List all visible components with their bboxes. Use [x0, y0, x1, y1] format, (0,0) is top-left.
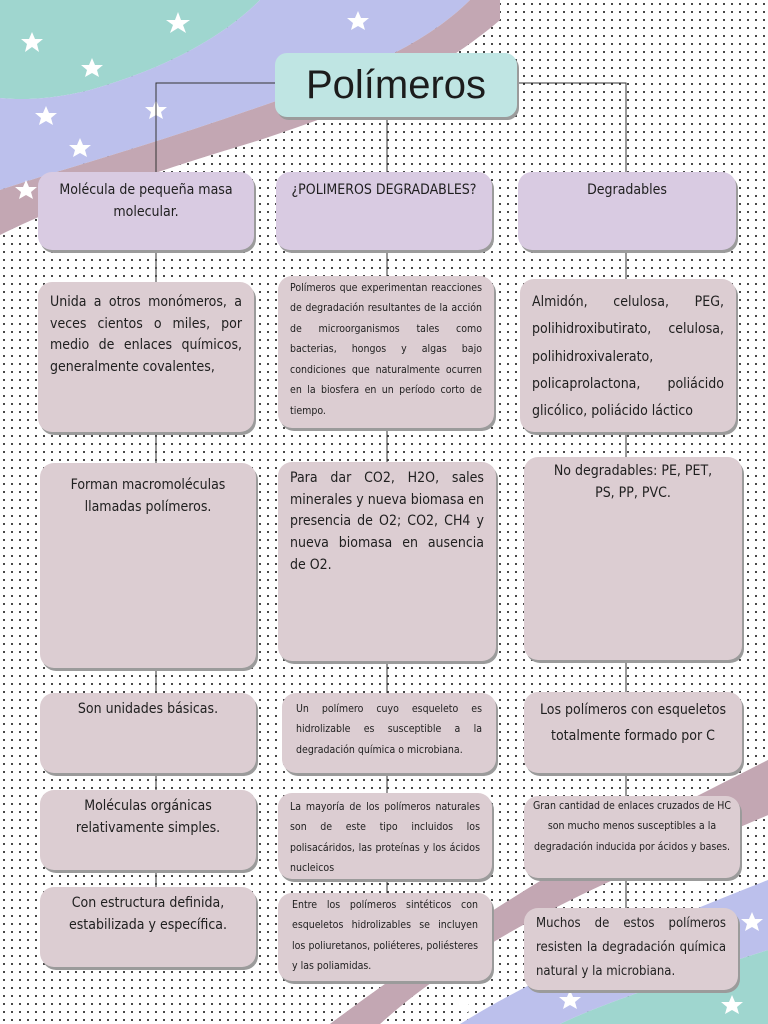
column-2-box-5: Entre los polímeros sintéticos con esqueletos hidrolizables se incluyen los poliuretanos, poliéteres, poliésteres y las poliamidas.: [278, 893, 492, 981]
column-3-box-1: Almidón, celulosa, PEG, polihidroxibutirato, celulosa, polihidroxivalerato, policaprolactona, poliácido glicólico, poliácido láctico: [520, 279, 736, 432]
column-2-box-2: Para dar CO2, H2O, sales minerales y nueva biomasa en presencia de O2; CO2, CH4 y nueva biomasa en ausencia de O2.: [278, 462, 496, 661]
column-3-box-4: Gran cantidad de enlaces cruzados de HC son mucho menos susceptibles a la degradación inducida por ácidos y bases.: [524, 796, 740, 878]
column-1-box-4: Moléculas orgánicas relativamente simples.: [40, 790, 256, 870]
column-3-header: Degradables: [518, 172, 736, 250]
column-3-box-5: Muchos de estos polímeros resisten la degradación química natural y la microbiana.: [524, 908, 738, 990]
column-1-header: Molécula de pequeña masa molecular.: [38, 172, 254, 250]
column-1-box-1: Unida a otros monómeros, a veces cientos o miles, por medio de enlaces químicos, generalmente covalentes,: [38, 282, 254, 432]
column-1-box-5: Con estructura definida, estabilizada y específica.: [40, 887, 256, 967]
column-1-box-2: Forman macromoléculas llamadas polímeros.: [40, 463, 256, 668]
column-3-box-2: No degradables: PE, PET, PS, PP, PVC.: [524, 457, 742, 660]
column-2-box-1: Polímeros que experimentan reacciones de degradación resultantes de la acción de microorganismos tales como bacterias, hongos y algas bajo condiciones que naturalmente ocurren en la biosfera en un período corto de tiempo.: [278, 276, 494, 428]
column-2-box-4: La mayoría de los polímeros naturales son de este tipo incluidos los polisacáridos, las proteínas y los ácidos nucleicos: [278, 793, 492, 879]
diagram-title: Polímeros: [275, 53, 517, 117]
column-2-box-3: Un polímero cuyo esqueleto es hidrolizable es susceptible a la degradación química o microbiana.: [282, 693, 496, 773]
column-3-box-3: Los polímeros con esqueletos totalmente formado por C: [524, 692, 742, 773]
column-1-box-3: Son unidades básicas.: [40, 693, 256, 773]
column-2-header: ¿POLIMEROS DEGRADABLES?: [276, 172, 492, 250]
